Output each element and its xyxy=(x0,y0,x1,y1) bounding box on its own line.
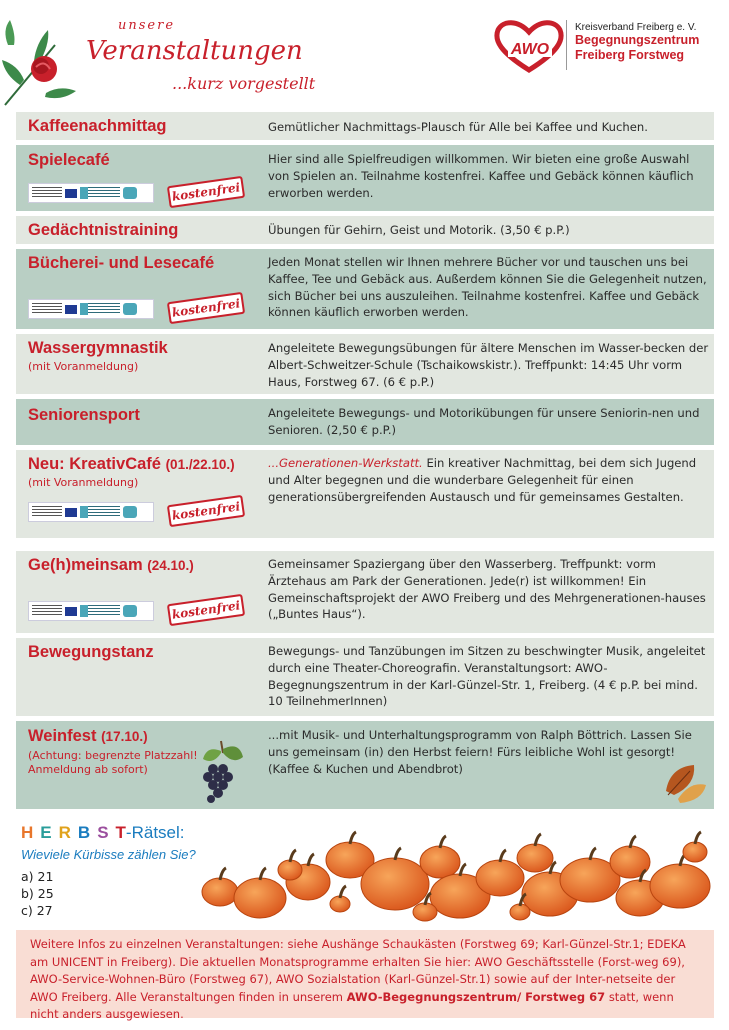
event-row xyxy=(16,551,714,633)
quiz-option: a) 21 xyxy=(21,869,54,884)
funding-logos xyxy=(28,601,154,621)
pumpkin-icon xyxy=(510,904,530,920)
event-description: Angeleitete Bewegungs- und Motorikübungen für unsere Seniorin-nen und Senioren. (2,50 € p.P.) xyxy=(268,406,700,437)
event-description xyxy=(268,455,710,505)
footer-text: Weitere Infos zu einzelnen Veranstaltungen: siehe Aushänge Schaukästen (Forstweg 69; Karl-Günzel-Str.1; EDEKA am UNICENT in Freiberg). Die aktuellen Monatsprogramme erhalten Sie hier: AWO Geschäftsstelle (Forst-weg 69), AWO-Service-Wohnen-Büro (Forstweg 67), AWO Sozialstation (Karl-Günzel-Str.1) sowie auf der Inter-netseite der AWO Freiberg. Alle Veranstaltungen finden in unserem xyxy=(30,937,686,1004)
event-title: Ge(h)meinsam xyxy=(28,556,143,574)
quiz-suffix: -Rätsel: xyxy=(125,823,185,842)
event-note: (Achtung: begrenzte Platzzahl! Anmeldung ab sofort) xyxy=(28,749,198,776)
event-date: (01./22.10.) xyxy=(165,457,235,472)
event-row xyxy=(16,399,714,445)
event-row xyxy=(16,216,714,244)
event-description: Hier sind alle Spielfreudigen willkommen. Wir bieten eine große Auswahl von Spielen an. Teilnahme kostenfrei. Kaffee und Gebäck können käuflich erworben werden. xyxy=(268,152,694,200)
quiz-letter: B xyxy=(77,823,91,842)
grapes-icon xyxy=(199,739,245,805)
event-description: ...mit Musik- und Unterhaltungsprogramm von Ralph Böttrich. Lassen Sie uns gemeinsam (in) den Herbst feiern! Fürs leibliche Wohl ist gesorgt! (Kaffee & Kuchen und Abendbrot) xyxy=(268,728,692,776)
funding-logos xyxy=(28,183,154,203)
quiz-option: c) 27 xyxy=(21,903,53,918)
quiz-options xyxy=(21,868,54,919)
event-description-lead: ...Generationen-Werkstatt. xyxy=(268,456,423,470)
quiz-letter: T xyxy=(115,823,126,842)
quiz-letter: H xyxy=(21,823,34,842)
rose-decoration-icon xyxy=(0,5,90,110)
footer-info xyxy=(16,930,714,1021)
event-name: Wassergymnastik xyxy=(28,339,168,357)
free-badge: kostenfrei xyxy=(167,594,245,626)
pumpkin-icon xyxy=(476,860,524,896)
quiz-letter: R xyxy=(58,823,71,842)
quiz-option: b) 25 xyxy=(21,886,54,901)
pumpkin-icon xyxy=(361,858,429,910)
event-description: Übungen für Gehirn, Geist und Motorik. (3,50 € p.P.) xyxy=(268,223,570,237)
event-description: Gemeinsamer Spaziergang über den Wasserberg. Treffpunkt: vorm Ärztehaus am Park der Generationen. Jede(r) ist willkommen! Ein Gemeinschaftsprojekt der AWO Freiberg und des Mehrgenerationen-hauses („Buntes Haus“). xyxy=(268,557,706,622)
event-title: Weinfest xyxy=(28,727,97,745)
free-badge: kostenfrei xyxy=(167,176,245,208)
pumpkin-icon xyxy=(650,864,710,908)
event-description: Bewegungs- und Tanzübungen im Sitzen zu beschwingter Musik, angeleitet durch eine Theater-Choreografin. Veranstaltungsort: AWO-Begegnungszentrum in der Karl-Günzel-Str. 1, Freiberg. (4 € p.P. bei mind. 10 TeilnehmerInnen) xyxy=(268,644,706,709)
awo-heart-logo-icon xyxy=(490,18,568,74)
free-badge: kostenfrei xyxy=(167,292,245,324)
pumpkin-icon xyxy=(420,846,460,878)
pumpkin-icon xyxy=(517,844,553,872)
event-description: Gemütlicher Nachmittags-Plausch für Alle bei Kaffee und Kuchen. xyxy=(268,120,648,134)
funding-logos xyxy=(28,502,154,522)
footer-location: AWO-Begegnungszentrum/ Forstweg 67 xyxy=(346,989,606,1004)
event-name: Seniorensport xyxy=(28,406,140,424)
event-note: (mit Voranmeldung) xyxy=(28,476,139,489)
pumpkin-icon xyxy=(330,896,350,912)
event-row xyxy=(16,450,714,538)
event-row xyxy=(16,638,714,716)
event-name xyxy=(28,556,194,575)
funding-logos xyxy=(28,299,154,319)
pumpkin-icon xyxy=(278,860,302,880)
org-name xyxy=(575,22,725,63)
pumpkin-icon xyxy=(683,842,707,862)
event-row xyxy=(16,334,714,394)
pumpkins-illustration-icon xyxy=(190,822,715,927)
event-date: (17.10.) xyxy=(101,729,148,744)
event-row xyxy=(16,112,714,140)
event-name: Bewegungstanz xyxy=(28,643,154,661)
org-line-1: Kreisverband Freiberg e. V. xyxy=(575,22,697,33)
event-row xyxy=(16,721,714,809)
logo-divider xyxy=(566,20,567,70)
org-line-3: Freiberg Forstweg xyxy=(575,48,685,62)
event-row xyxy=(16,249,714,329)
event-name: Gedächtnistraining xyxy=(28,221,179,239)
title-line-3: ...kurz vorgestellt xyxy=(172,74,316,93)
quiz-title xyxy=(21,823,185,843)
event-list xyxy=(16,112,714,814)
event-name: Kaffeenachmittag xyxy=(28,117,167,135)
event-date: (24.10.) xyxy=(147,558,194,573)
quiz-letter: E xyxy=(40,823,52,842)
event-description: Jeden Monat stellen wir Ihnen mehrere Bücher vor und tauschen uns bei Kaffee, Tee und Gebäck aus. Außerdem können Sie die Gelegenheit nutzen, sich Bücher bei uns auszuleihen. Teilnahme kostenfrei. Kaffee und Gebäck können käuflich erworben werden. xyxy=(268,255,707,320)
header xyxy=(0,0,729,110)
quiz-letter: S xyxy=(97,823,109,842)
event-description-text: Ein kreativer Nachmittag, bei dem sich Jugend und Alter begegnen und die wunderbare Gelegenheit für einen generationsübergreifenden Austausch und für gemeinsames Gestalten. xyxy=(268,456,697,504)
pumpkin-icon xyxy=(202,878,238,906)
event-title: Neu: KreativCafé xyxy=(28,455,161,473)
event-name xyxy=(28,455,235,474)
event-row xyxy=(16,145,714,211)
event-name: Spielecafé xyxy=(28,151,110,169)
pumpkin-icon xyxy=(234,878,286,918)
title-line-2: Veranstaltungen xyxy=(86,36,303,66)
event-description: Angeleitete Bewegungsübungen für ältere Menschen im Wasser-becken der Albert-Schweitzer-Schule (Tschaikowskistr.). Treffpunkt: 14:45 Uhr vorm Haus, Forstweg 67. (6 € p.P.) xyxy=(268,341,709,389)
event-name: Bücherei- und Lesecafé xyxy=(28,254,215,272)
footer-end: statt, wenn nicht anders ausgewiesen. xyxy=(30,989,674,1021)
pumpkin-icon xyxy=(413,903,437,921)
event-note: (mit Voranmeldung) xyxy=(28,360,139,373)
event-name xyxy=(28,727,148,746)
spacer xyxy=(16,543,714,551)
org-line-2: Begegnungszentrum xyxy=(575,33,700,47)
quiz-question: Wieviele Kürbisse zählen Sie? xyxy=(21,847,196,862)
free-badge: kostenfrei xyxy=(167,495,245,527)
logo-mark: AWO xyxy=(510,41,550,58)
title-line-1: unsere xyxy=(118,18,176,33)
